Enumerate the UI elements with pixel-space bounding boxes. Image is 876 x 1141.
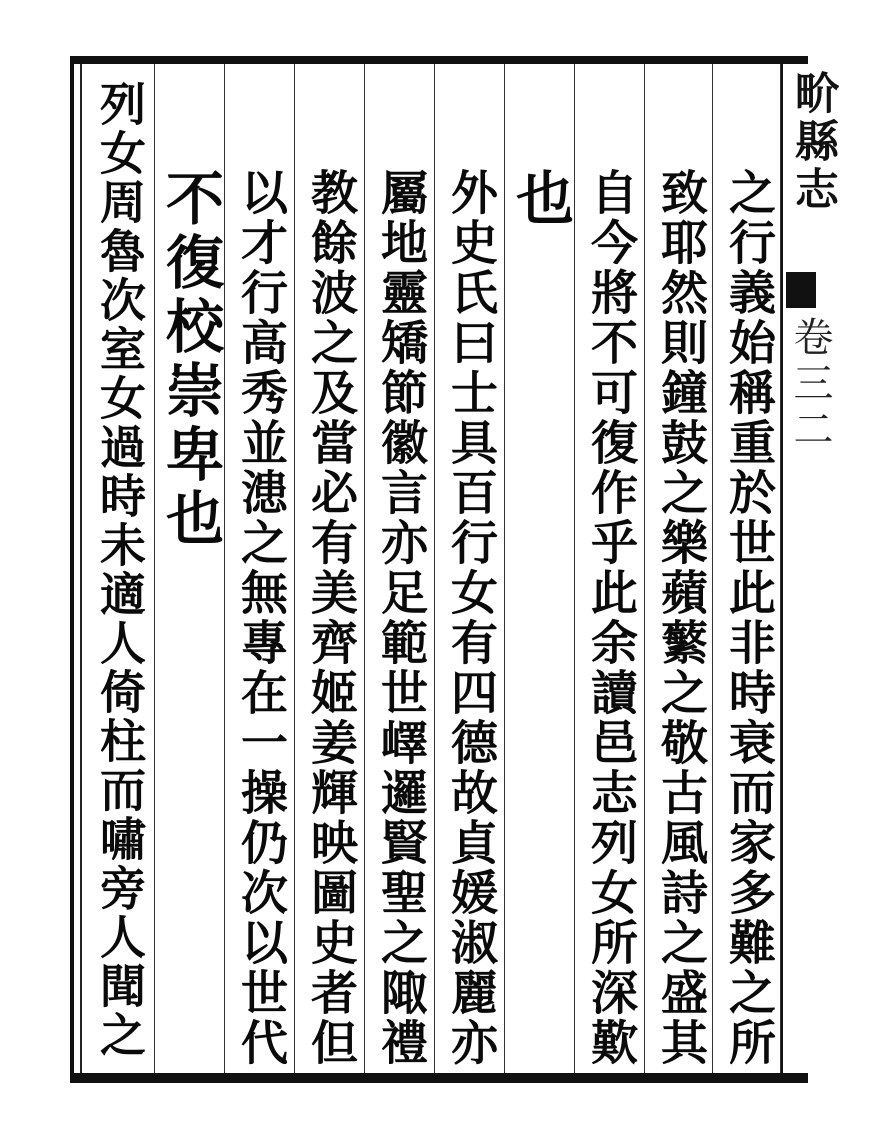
left-border-rule bbox=[70, 56, 74, 1083]
column-divider bbox=[294, 64, 295, 1073]
column-divider bbox=[644, 64, 645, 1073]
left-inner-rule bbox=[80, 64, 82, 1073]
text-column-4: 也 bbox=[506, 168, 574, 232]
column-divider bbox=[434, 64, 435, 1073]
text-column-10: 列女周魯次室女過時未適人倚柱而嘯旁人聞之 bbox=[93, 80, 147, 1060]
column-divider bbox=[780, 64, 781, 1073]
column-divider bbox=[224, 64, 225, 1073]
text-column-5: 外史氏曰士具百行女有四德故貞媛淑麗亦 bbox=[443, 168, 498, 1068]
margin-book-title: 畍縣志 bbox=[787, 70, 838, 214]
column-divider bbox=[154, 64, 155, 1073]
margin-volume-label: 卷三二 bbox=[787, 316, 833, 454]
bottom-border-rule bbox=[70, 1073, 808, 1083]
text-column-6: 屬地靈矯節徽言亦足範世嶧邏賢聖之陬禮 bbox=[373, 168, 428, 1068]
text-column-9: 不復校崇卑也 bbox=[156, 168, 224, 552]
text-column-7: 教餘波之及當必有美齊姬姜輝映圖史者但 bbox=[303, 168, 358, 1068]
text-column-8: 以才行高秀並漶之無專在一操仍次以世代 bbox=[233, 168, 288, 1068]
column-divider bbox=[364, 64, 365, 1073]
fishtail-margin-column bbox=[780, 64, 823, 1073]
top-border-rule bbox=[70, 56, 808, 64]
column-divider bbox=[504, 64, 505, 1073]
text-column-1: 之行義始稱重於世此非時衰而家多難之所 bbox=[721, 168, 776, 1068]
text-column-3: 自今將不可復作乎此余讀邑志列女所深歎 bbox=[583, 168, 638, 1068]
column-divider bbox=[574, 64, 575, 1073]
fishtail-mark bbox=[786, 272, 816, 308]
column-divider bbox=[712, 64, 713, 1073]
text-column-2: 致耶然則鐘鼓之樂蘋蘩之敬古風詩之盛其 bbox=[653, 168, 708, 1068]
